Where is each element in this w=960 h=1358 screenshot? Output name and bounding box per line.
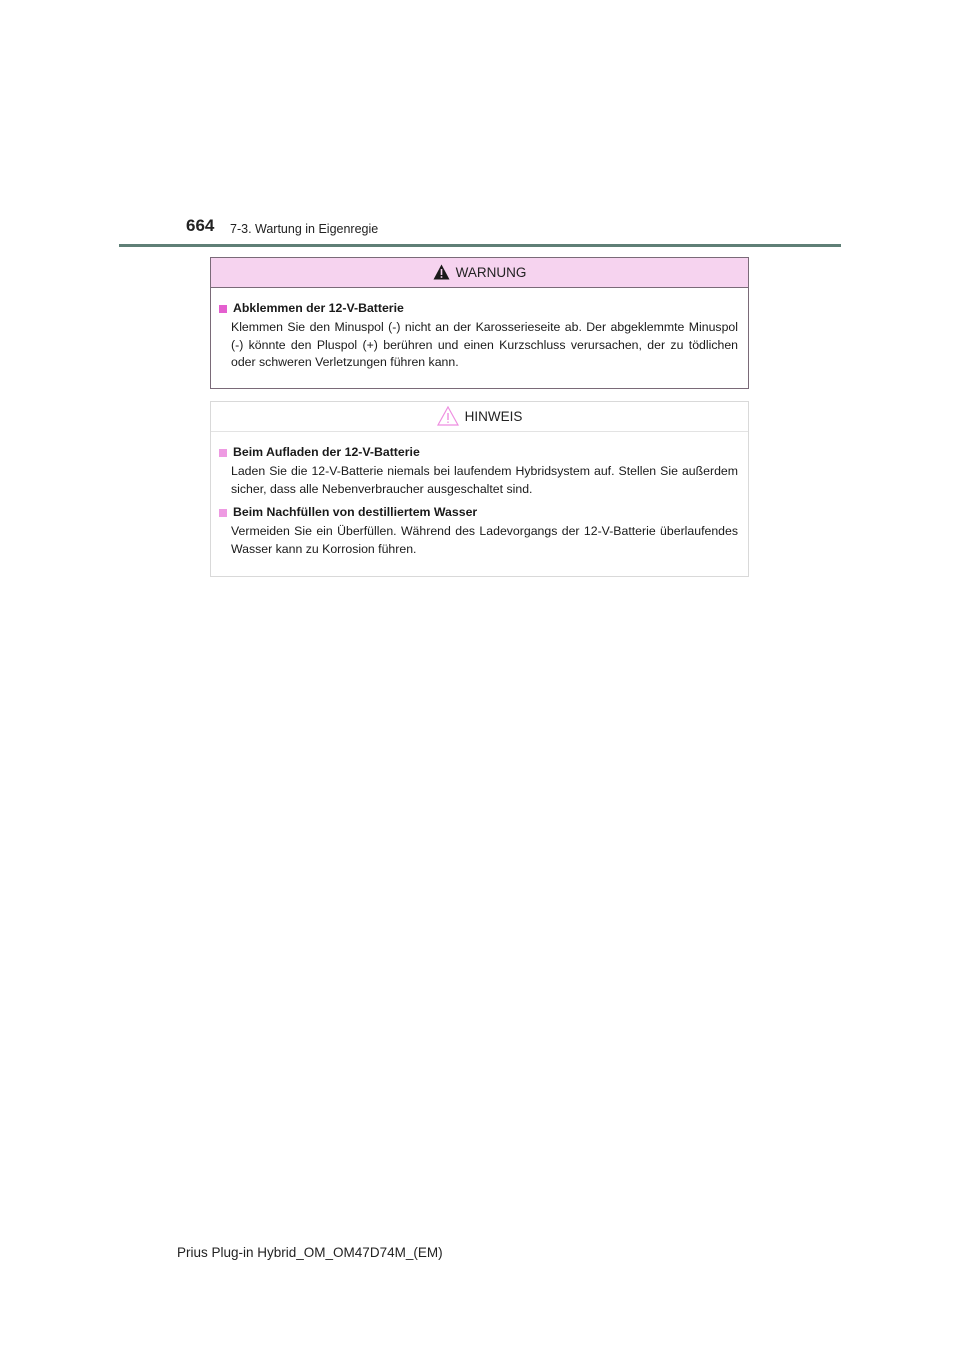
footer-model: Prius Plug-in Hybrid_OM_OM47D74M_(EM) xyxy=(177,1245,443,1260)
page-number: 664 xyxy=(186,216,215,235)
notice-item-heading: Beim Aufladen der 12-V-Batterie xyxy=(233,445,420,459)
square-bullet-icon xyxy=(219,449,227,457)
notice-item-text: Vermeiden Sie ein Überfüllen. Während des Ladevorgangs der 12-V-Batterie überlaufendes Wasser kann zu Korrosion führen. xyxy=(231,524,738,556)
caution-triangle-icon xyxy=(437,406,459,426)
warning-triangle-icon xyxy=(433,264,450,280)
notice-item-text: Laden Sie die 12-V-Batterie niemals bei laufendem Hybridsystem auf. Stellen Sie außerdem sicher, dass alle Nebenverbraucher ausgeschaltet sind. xyxy=(231,464,738,496)
section-title: 7-3. Wartung in Eigenregie xyxy=(230,222,379,236)
notice-header xyxy=(211,402,748,432)
header-rule xyxy=(119,244,841,247)
warning-box xyxy=(210,257,749,389)
notice-item xyxy=(219,503,738,558)
warning-item xyxy=(219,299,738,372)
notice-item xyxy=(219,443,738,498)
notice-box xyxy=(210,401,749,577)
notice-item-heading: Beim Nachfüllen von destilliertem Wasser xyxy=(233,505,478,519)
square-bullet-icon xyxy=(219,509,227,517)
warning-header xyxy=(211,258,748,288)
square-bullet-icon xyxy=(219,305,227,313)
notice-title: HINWEIS xyxy=(464,409,523,424)
warning-title: WARNUNG xyxy=(455,265,527,280)
warning-item-heading: Abklemmen der 12-V-Batterie xyxy=(233,301,404,315)
warning-item-text: Klemmen Sie den Minuspol (-) nicht an der Karosserieseite ab. Der abgeklemmte Minuspol (-) könnte den Pluspol (+) berühren und einen Kurzschluss verursachen, der zu tödlichen oder schweren Verletzungen führen kann. xyxy=(231,320,738,369)
